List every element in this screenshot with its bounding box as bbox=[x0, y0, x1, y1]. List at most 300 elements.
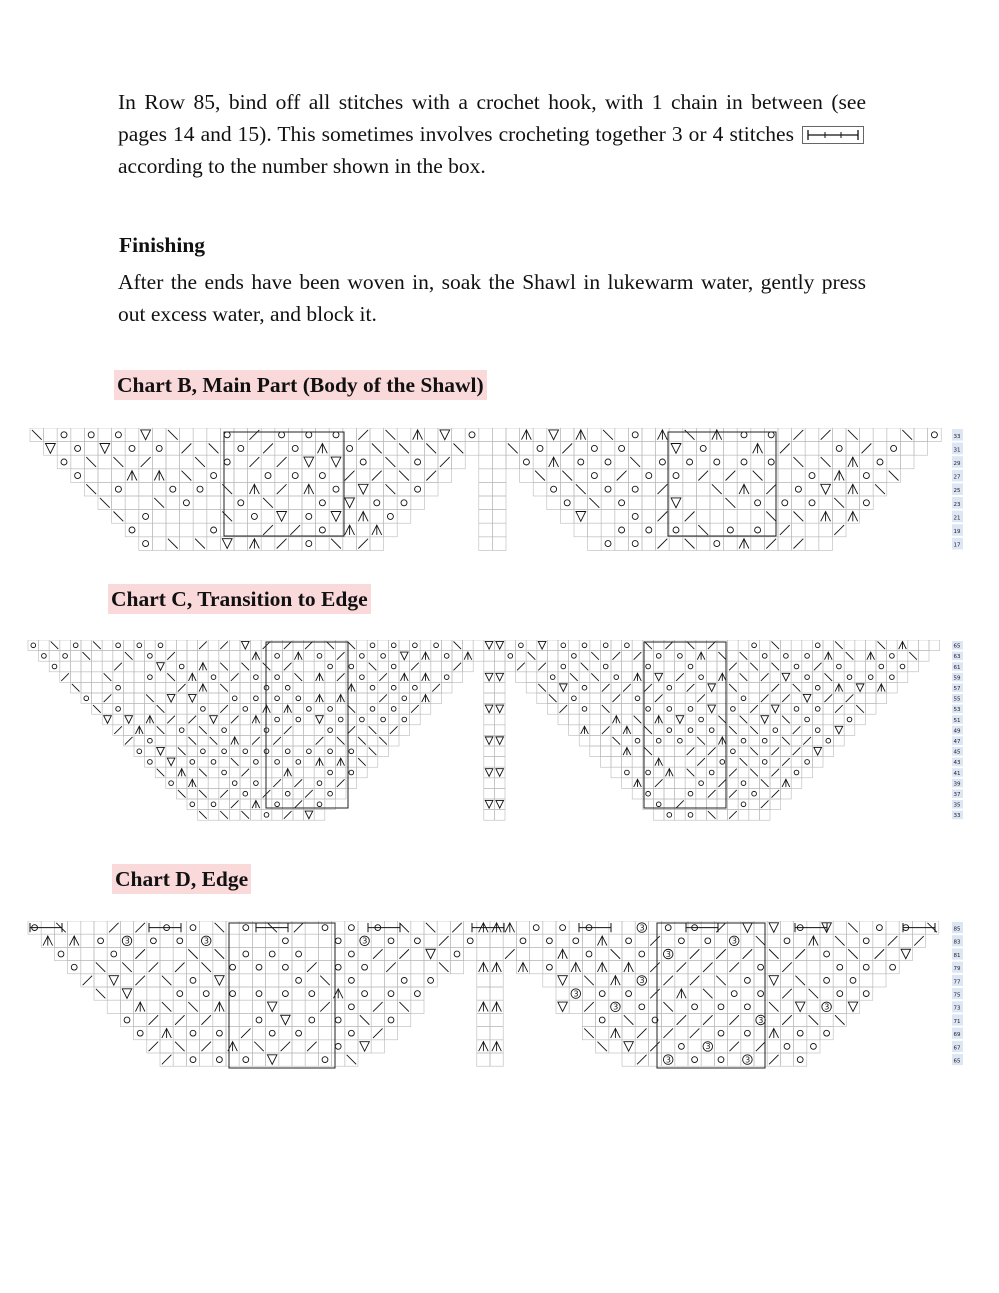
chart-cell bbox=[600, 746, 611, 757]
row-number: 85 bbox=[953, 926, 961, 933]
chart-cell bbox=[180, 496, 194, 510]
chart-cell bbox=[770, 778, 781, 789]
chart-cell bbox=[819, 442, 833, 456]
chart-cell bbox=[601, 455, 615, 469]
k3tog-symbol bbox=[708, 705, 716, 713]
yarn-over-symbol bbox=[784, 1043, 790, 1049]
chart-cell bbox=[410, 714, 421, 725]
chart-cell bbox=[173, 1027, 186, 1040]
chart-cell bbox=[367, 693, 378, 704]
yarn-over-symbol bbox=[177, 991, 183, 997]
chart-cell bbox=[569, 640, 580, 651]
chart-cell bbox=[240, 714, 251, 725]
chart-cell bbox=[833, 947, 846, 960]
chart-cell bbox=[304, 672, 315, 683]
yarn-over-symbol bbox=[519, 643, 524, 648]
yarn-over-symbol bbox=[619, 445, 625, 451]
yarn-over-symbol bbox=[269, 951, 275, 957]
chart-cell bbox=[781, 767, 792, 778]
yarn-over-symbol bbox=[243, 951, 249, 957]
chart-cell bbox=[484, 788, 495, 799]
chart-cell bbox=[314, 651, 325, 662]
chart-cell bbox=[180, 510, 194, 524]
row-number: 21 bbox=[953, 515, 961, 522]
chart-cell bbox=[343, 482, 357, 496]
yarn-over-symbol bbox=[413, 643, 418, 648]
chart-cell bbox=[198, 757, 209, 768]
chart-cell bbox=[738, 735, 749, 746]
ssk-symbol bbox=[263, 498, 273, 508]
chart-cell bbox=[266, 934, 279, 947]
yarn-over-symbol bbox=[434, 643, 439, 648]
chart-cell bbox=[749, 651, 760, 662]
chart-cell bbox=[398, 974, 411, 987]
chart-cell bbox=[767, 934, 780, 947]
chart-cell bbox=[160, 934, 173, 947]
chart-cell bbox=[371, 974, 384, 987]
chart-cell bbox=[560, 496, 574, 510]
yarn-over-symbol bbox=[837, 664, 842, 669]
chart-cell bbox=[632, 746, 643, 757]
chart-cell bbox=[302, 428, 316, 442]
yarn-over-symbol bbox=[115, 486, 121, 492]
chart-cell bbox=[239, 974, 252, 987]
chart-cell bbox=[770, 693, 781, 704]
ssk-symbol bbox=[199, 769, 207, 777]
chart-cell bbox=[441, 682, 452, 693]
yarn-over-symbol bbox=[673, 527, 679, 533]
ssk-symbol bbox=[835, 641, 843, 649]
k2tog-symbol bbox=[690, 949, 700, 959]
yarn-over-symbol bbox=[900, 664, 905, 669]
yarn-over-symbol bbox=[170, 486, 176, 492]
chart-cell bbox=[714, 1040, 727, 1053]
ssk-symbol bbox=[528, 652, 536, 660]
chart-cell bbox=[251, 704, 262, 715]
chart-cell bbox=[272, 704, 283, 715]
chart-cell bbox=[484, 746, 495, 757]
yarn-over-symbol bbox=[632, 513, 638, 519]
yarn-over-symbol bbox=[143, 513, 149, 519]
chart-cell bbox=[367, 640, 378, 651]
row-number: 47 bbox=[953, 739, 961, 746]
chart-cell bbox=[325, 735, 336, 746]
chart-cell bbox=[823, 735, 834, 746]
k2tog-symbol bbox=[771, 684, 779, 692]
yarn-over-symbol bbox=[243, 1057, 249, 1063]
chart-cell bbox=[834, 735, 845, 746]
chart-cell bbox=[635, 934, 648, 947]
ssk-symbol bbox=[167, 673, 175, 681]
chart-cell bbox=[886, 921, 899, 934]
yarn-over-symbol bbox=[269, 1030, 275, 1036]
chart-cell bbox=[802, 757, 813, 768]
yarn-over-symbol bbox=[256, 991, 262, 997]
chart-cell bbox=[145, 735, 156, 746]
chart-cell bbox=[530, 921, 543, 934]
chart-cell bbox=[516, 651, 527, 662]
ssk-symbol bbox=[399, 923, 409, 933]
yarn-over-symbol bbox=[727, 527, 733, 533]
yarn-over-symbol bbox=[741, 459, 747, 465]
row-number: 43 bbox=[953, 760, 961, 767]
chart-cell bbox=[479, 428, 493, 442]
instructions-text-start: In Row 85, bind off all stitches with a crochet hook, with 1 chain in between (see pages 14 and 15). This sometimes involves crocheting together 3 or 4 stitches bbox=[118, 90, 866, 146]
chart-cell bbox=[590, 746, 601, 757]
chart-cell bbox=[220, 523, 234, 537]
chart-cell bbox=[579, 672, 590, 683]
chart-cell bbox=[261, 455, 275, 469]
chart-cell bbox=[696, 537, 710, 551]
chart-cell bbox=[615, 442, 629, 456]
yarn-over-symbol bbox=[847, 717, 852, 722]
k3tog-symbol bbox=[485, 769, 493, 777]
k3tog-symbol bbox=[814, 747, 822, 755]
chart-cell bbox=[282, 693, 293, 704]
chart-cell bbox=[367, 735, 378, 746]
k3tog-symbol bbox=[360, 1042, 370, 1052]
chart-cell bbox=[622, 672, 633, 683]
chart-cell bbox=[737, 455, 751, 469]
k2tog-symbol bbox=[663, 1028, 673, 1038]
chart-cell bbox=[675, 735, 686, 746]
chart-cell bbox=[490, 934, 503, 947]
chart-cell bbox=[490, 947, 503, 960]
chart-cell bbox=[332, 1053, 345, 1066]
ssk-symbol bbox=[834, 498, 844, 508]
k3tog-symbol bbox=[400, 652, 408, 660]
row-number: 17 bbox=[953, 542, 961, 549]
chart-cell bbox=[685, 651, 696, 662]
k2tog-symbol bbox=[440, 457, 450, 467]
chart-cell bbox=[802, 746, 813, 757]
chart-cell bbox=[329, 428, 343, 442]
chart-cell bbox=[823, 714, 834, 725]
chart-cell bbox=[113, 672, 124, 683]
chart-cell bbox=[226, 1000, 239, 1013]
chart-cell bbox=[251, 725, 262, 736]
pattern-repeat-box bbox=[224, 432, 344, 536]
chart-cell bbox=[490, 974, 503, 987]
chart-cell bbox=[134, 640, 145, 651]
chart-cell bbox=[696, 442, 710, 456]
ssk-symbol bbox=[875, 484, 885, 494]
chart-cell bbox=[384, 469, 398, 483]
chart-cell bbox=[332, 1000, 345, 1013]
chart-cell bbox=[251, 757, 262, 768]
chart-cell bbox=[357, 714, 368, 725]
chart-cell bbox=[717, 810, 728, 821]
chart-cell bbox=[240, 799, 251, 810]
chart-cell bbox=[370, 537, 384, 551]
chart-cell bbox=[685, 714, 696, 725]
yarn-over-symbol bbox=[111, 951, 117, 957]
yarn-over-symbol bbox=[319, 527, 325, 533]
ssk-symbol bbox=[663, 1002, 673, 1012]
chart-cell bbox=[134, 987, 147, 1000]
chart-cell bbox=[492, 496, 506, 510]
chart-cell bbox=[293, 693, 304, 704]
yarn-over-symbol bbox=[98, 938, 104, 944]
chart-cell bbox=[329, 496, 343, 510]
chart-cell bbox=[738, 682, 749, 693]
yarn-over-symbol bbox=[256, 964, 262, 970]
chart-cell bbox=[176, 672, 187, 683]
ssk-symbol bbox=[439, 962, 449, 972]
k2tog-symbol bbox=[149, 962, 159, 972]
chart-cell bbox=[547, 482, 561, 496]
chart-cell bbox=[234, 510, 248, 524]
chart-cell bbox=[860, 428, 874, 442]
yarn-over-symbol bbox=[292, 445, 298, 451]
chart-cell bbox=[304, 661, 315, 672]
k2tog-symbol bbox=[794, 430, 804, 440]
k2tog-symbol bbox=[718, 779, 726, 787]
chart-cell bbox=[908, 661, 919, 672]
chart-cell bbox=[452, 672, 463, 683]
chart-cell bbox=[632, 640, 643, 651]
chart-cell bbox=[675, 704, 686, 715]
chart-cell bbox=[662, 934, 675, 947]
chart-cell bbox=[200, 947, 213, 960]
chart-cell bbox=[887, 672, 898, 683]
chart-cell bbox=[345, 1013, 358, 1026]
chart-cell bbox=[473, 651, 484, 662]
chart-cell bbox=[441, 661, 452, 672]
ssk-symbol bbox=[889, 471, 899, 481]
chart-cell bbox=[479, 510, 493, 524]
chart-cell bbox=[92, 661, 103, 672]
chart-cell bbox=[770, 714, 781, 725]
chart-cell bbox=[675, 1053, 688, 1066]
chart-cell bbox=[728, 735, 739, 746]
ssk-symbol bbox=[72, 684, 80, 692]
yarn-over-symbol bbox=[216, 1057, 222, 1063]
yarn-over-symbol bbox=[388, 938, 394, 944]
yarn-over-symbol bbox=[279, 432, 285, 438]
ssk-symbol bbox=[750, 747, 758, 755]
chart-cell bbox=[886, 947, 899, 960]
chart-cell bbox=[706, 693, 717, 704]
chart-cell bbox=[714, 1000, 727, 1013]
chart-cell bbox=[213, 1013, 226, 1026]
chart-cell bbox=[186, 961, 199, 974]
chart-cell bbox=[802, 714, 813, 725]
chart-cell bbox=[887, 640, 898, 651]
chart-cell bbox=[198, 693, 209, 704]
ssk-symbol bbox=[584, 976, 594, 986]
chart-cell bbox=[701, 974, 714, 987]
chart-cell bbox=[180, 455, 194, 469]
k3tog-symbol bbox=[167, 758, 175, 766]
ssk-symbol bbox=[104, 673, 112, 681]
chart-cell bbox=[601, 442, 615, 456]
k2tog-symbol bbox=[708, 641, 716, 649]
chart-cell bbox=[292, 1027, 305, 1040]
chart-cell bbox=[791, 714, 802, 725]
chart-cell bbox=[533, 482, 547, 496]
chart-cell bbox=[176, 778, 187, 789]
chart-cell bbox=[251, 788, 262, 799]
chart-cell bbox=[675, 661, 686, 672]
k2tog-symbol bbox=[793, 747, 801, 755]
chart-cell bbox=[229, 693, 240, 704]
chart-cell bbox=[388, 672, 399, 683]
chart-cell bbox=[778, 537, 792, 551]
chart-cell bbox=[292, 934, 305, 947]
chart-cell bbox=[335, 788, 346, 799]
yarn-over-symbol bbox=[116, 685, 121, 690]
chart-cell bbox=[229, 725, 240, 736]
chart-cell bbox=[685, 788, 696, 799]
chart-cell bbox=[662, 1013, 675, 1026]
chart-cell bbox=[279, 961, 292, 974]
chart-cell bbox=[600, 693, 611, 704]
ssk-symbol bbox=[454, 444, 464, 454]
yarn-over-symbol bbox=[537, 445, 543, 451]
chart-cell bbox=[251, 672, 262, 683]
k2tog-symbol bbox=[637, 1028, 647, 1038]
row-number: 33 bbox=[953, 433, 961, 440]
chart-cell bbox=[229, 640, 240, 651]
yarn-over-symbol bbox=[177, 938, 183, 944]
chart-cell bbox=[325, 778, 336, 789]
yarn-over-symbol bbox=[678, 938, 684, 944]
k2tog-symbol bbox=[743, 949, 753, 959]
k2tog-symbol bbox=[320, 1002, 330, 1012]
chart-cell bbox=[357, 767, 368, 778]
chart-cell bbox=[152, 442, 166, 456]
chart-cell bbox=[759, 735, 770, 746]
chart-cell bbox=[304, 714, 315, 725]
chart-cell bbox=[186, 934, 199, 947]
chart-cell bbox=[134, 682, 145, 693]
chart-cell bbox=[632, 661, 643, 672]
chart-cell bbox=[582, 1013, 595, 1026]
chart-cell bbox=[226, 947, 239, 960]
chart-cell bbox=[582, 934, 595, 947]
chart-cell bbox=[494, 682, 505, 693]
row-number: 83 bbox=[953, 939, 961, 946]
chart-cell bbox=[152, 510, 166, 524]
chart-cell bbox=[378, 661, 389, 672]
chart-cell bbox=[314, 746, 325, 757]
chart-cell bbox=[526, 640, 537, 651]
chart-cell bbox=[728, 974, 741, 987]
yarn-over-symbol bbox=[635, 738, 640, 743]
chart-cell bbox=[737, 469, 751, 483]
k2tog-symbol bbox=[676, 800, 684, 808]
chart-cell bbox=[166, 725, 177, 736]
ssk-symbol bbox=[753, 471, 763, 481]
yarn-over-symbol bbox=[415, 459, 421, 465]
k2tog-symbol bbox=[655, 694, 663, 702]
chart-cell bbox=[820, 974, 833, 987]
yarn-over-symbol bbox=[667, 813, 672, 818]
chart-cell bbox=[441, 640, 452, 651]
chart-cell bbox=[305, 1000, 318, 1013]
k3tog-symbol bbox=[901, 949, 911, 959]
ssk-symbol bbox=[220, 684, 228, 692]
ssk-symbol bbox=[685, 539, 695, 549]
k2tog-symbol bbox=[708, 790, 716, 798]
chart-cell bbox=[272, 682, 283, 693]
ssk-symbol bbox=[576, 484, 586, 494]
chart-cell bbox=[335, 661, 346, 672]
chart-cell bbox=[490, 987, 503, 1000]
yarn-over-symbol bbox=[148, 654, 153, 659]
chart-cell bbox=[675, 1040, 688, 1053]
ssk-symbol bbox=[93, 641, 101, 649]
chart-cell bbox=[569, 693, 580, 704]
yarn-over-symbol bbox=[836, 445, 842, 451]
chart-cell bbox=[388, 661, 399, 672]
chart-cell bbox=[648, 1053, 661, 1066]
k2tog-symbol bbox=[602, 684, 610, 692]
yarn-over-symbol bbox=[850, 977, 856, 983]
chart-cell bbox=[200, 974, 213, 987]
chart-cell bbox=[345, 1040, 358, 1053]
chart-cell bbox=[600, 735, 611, 746]
chart-cell bbox=[812, 672, 823, 683]
chart-cell bbox=[411, 469, 425, 483]
ssk-symbol bbox=[178, 747, 186, 755]
yarn-over-symbol bbox=[646, 770, 651, 775]
yarn-over-symbol bbox=[646, 473, 652, 479]
k2tog-symbol bbox=[294, 923, 304, 933]
chart-cell bbox=[574, 523, 588, 537]
row-number: 29 bbox=[953, 460, 961, 467]
yarn-over-symbol bbox=[58, 951, 64, 957]
ssk-symbol bbox=[399, 1002, 409, 1012]
chart-cell bbox=[812, 651, 823, 662]
chart-cell bbox=[781, 746, 792, 757]
chart-cell bbox=[728, 757, 739, 768]
chart-cell bbox=[812, 640, 823, 651]
chart-cell bbox=[820, 961, 833, 974]
yarn-over-symbol bbox=[520, 938, 526, 944]
chart-cell bbox=[292, 961, 305, 974]
k2tog-symbol bbox=[149, 1015, 159, 1025]
k2tog-symbol bbox=[584, 1002, 594, 1012]
chart-cell bbox=[611, 746, 622, 757]
chart-cell bbox=[675, 974, 688, 987]
yarn-over-symbol bbox=[335, 938, 341, 944]
ssk-symbol bbox=[426, 444, 436, 454]
yarn-over-symbol bbox=[890, 964, 896, 970]
chart-cell bbox=[134, 704, 145, 715]
chart-cell bbox=[492, 537, 506, 551]
chart-cell bbox=[622, 1053, 635, 1066]
ssk-symbol bbox=[347, 705, 355, 713]
yarn-over-symbol bbox=[296, 951, 302, 957]
chart-cell bbox=[424, 455, 438, 469]
chart-cell bbox=[275, 442, 289, 456]
yarn-over-symbol bbox=[391, 643, 396, 648]
ssk-symbol bbox=[125, 652, 133, 660]
row-number: 25 bbox=[953, 488, 961, 495]
chart-cell bbox=[345, 1027, 358, 1040]
k2tog-symbol bbox=[231, 800, 239, 808]
chart-cell bbox=[611, 704, 622, 715]
row-number: 63 bbox=[953, 654, 961, 661]
yarn-over-symbol bbox=[264, 813, 269, 818]
chart-cell bbox=[781, 661, 792, 672]
chart-cell bbox=[229, 682, 240, 693]
k2tog-symbol bbox=[337, 779, 345, 787]
chart-cell bbox=[329, 442, 343, 456]
chart-cell bbox=[794, 1027, 807, 1040]
